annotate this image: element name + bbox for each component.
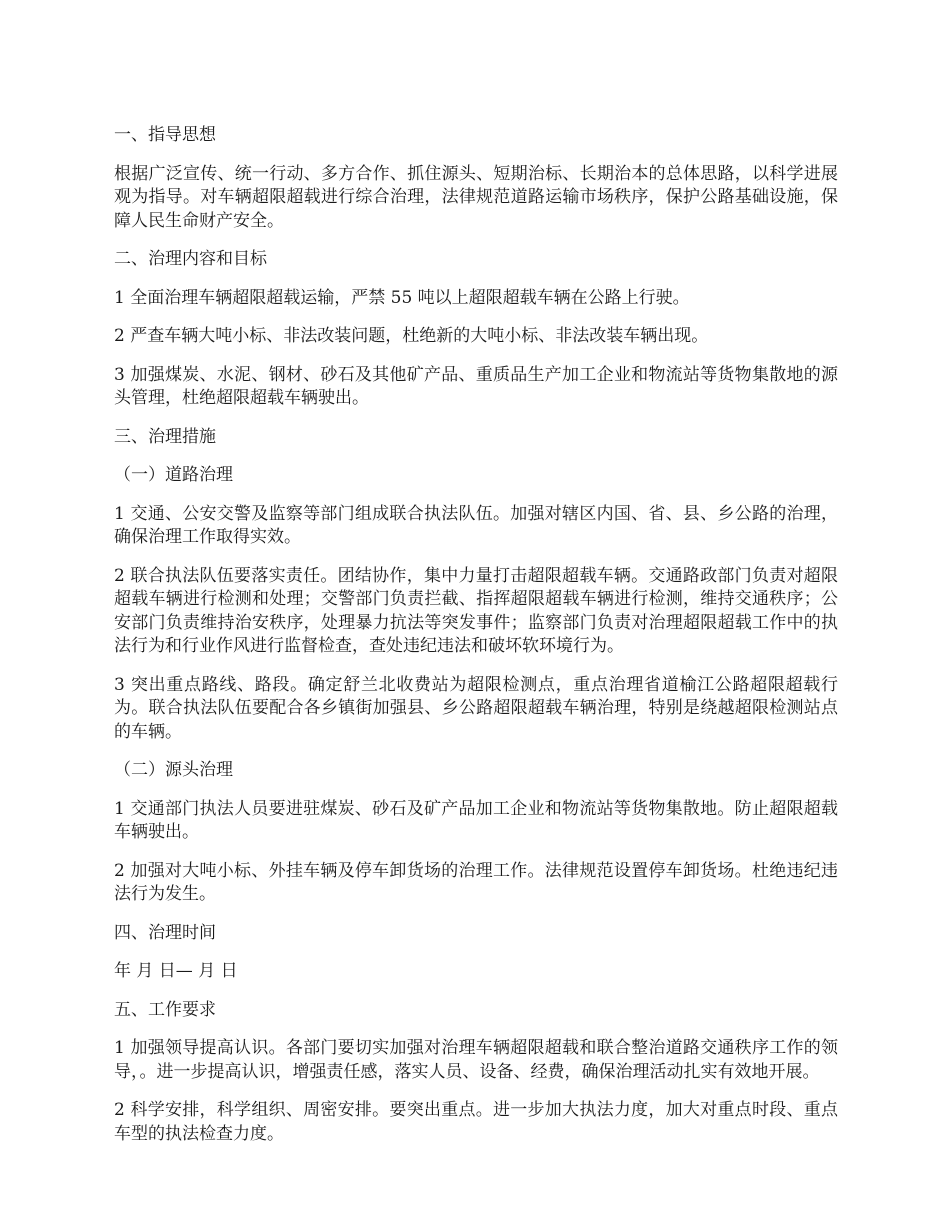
section-heading-requirements: 五、工作要求 xyxy=(114,999,216,1020)
body-paragraph: 1 交通部门执法人员要进驻煤炭、砂石及矿产品加工企业和物流站等货物集散地。防止超限超载车辆驶出。 xyxy=(114,798,838,842)
subsection-heading-source: （二）源头治理 xyxy=(114,760,233,780)
body-paragraph: 3 加强煤炭、水泥、钢材、砂石及其他矿产品、重质品生产加工企业和物流站等货物集散地的源头管理，杜绝超限超载车辆驶出。 xyxy=(114,364,838,408)
body-paragraph: 2 科学安排，科学组织、周密安排。要突出重点。进一步加大执法力度，加大对重点时段、重点车型的执法检查力度。 xyxy=(114,1100,838,1144)
body-paragraph: 2 加强对大吨小标、外挂车辆及停车卸货场的治理工作。法律规范设置停车卸货场。杜绝违纪违法行为发生。 xyxy=(114,860,838,904)
body-paragraph: 3 突出重点路线、路段。确定舒兰北收费站为超限检测点，重点治理省道榆江公路超限超载行为。联合执法队伍要配合各乡镇街加强县、乡公路超限超载车辆治理，特别是绕越超限检测站点的车辆。 xyxy=(114,674,838,742)
body-paragraph: 1 加强领导提高认识。各部门要切实加强对治理车辆超限超载和联合整治道路交通秩序工作的领导，。进一步提高认识，增强责任感，落实人员、设备、经费，确保治理活动扎实有效地开展。 xyxy=(114,1038,838,1082)
body-paragraph: 年 月 日— 月 日 xyxy=(114,961,238,981)
section-heading-time: 四、治理时间 xyxy=(114,922,216,943)
section-heading-content-goals: 二、治理内容和目标 xyxy=(114,249,267,269)
body-paragraph: 1 交通、公安交警及监察等部门组成联合执法队伍。加强对辖区内国、省、县、乡公路的治理，确保治理工作取得实效。 xyxy=(114,503,838,547)
subsection-heading-road: （一）道路治理 xyxy=(114,465,233,485)
section-heading-guiding-ideology: 一、指导思想 xyxy=(114,125,216,145)
document-page xyxy=(114,124,838,1161)
body-paragraph: 2 严查车辆大吨小标、非法改装问题，杜绝新的大吨小标、非法改装车辆出现。 xyxy=(114,326,709,346)
body-paragraph: 根据广泛宣传、统一行动、多方合作、抓住源头、短期治标、长期治本的总体思路，以科学进展观为指导。对车辆超限超载进行综合治理，法律规范道路运输市场秩序，保护公路基础设施，保障人民生命财产安全。 xyxy=(114,163,838,231)
section-heading-measures: 三、治理措施 xyxy=(114,426,216,447)
body-paragraph: 1 全面治理车辆超限超载运输，严禁 55 吨以上超限超载车辆在公路上行驶。 xyxy=(114,287,690,308)
body-paragraph: 2 联合执法队伍要落实责任。团结协作，集中力量打击超限超载车辆。交通路政部门负责对超限超载车辆进行检测和处理；交警部门负责拦截、指挥超限超载车辆进行检测，维持交通秩序；公安部门负责维持治安秩序，处理暴力抗法等突发事件；监察部门负责对治理超限超载工作中的执法行为和行业作风进行监督检查，查处违纪违法和破坏软环境行为。 xyxy=(114,565,838,656)
